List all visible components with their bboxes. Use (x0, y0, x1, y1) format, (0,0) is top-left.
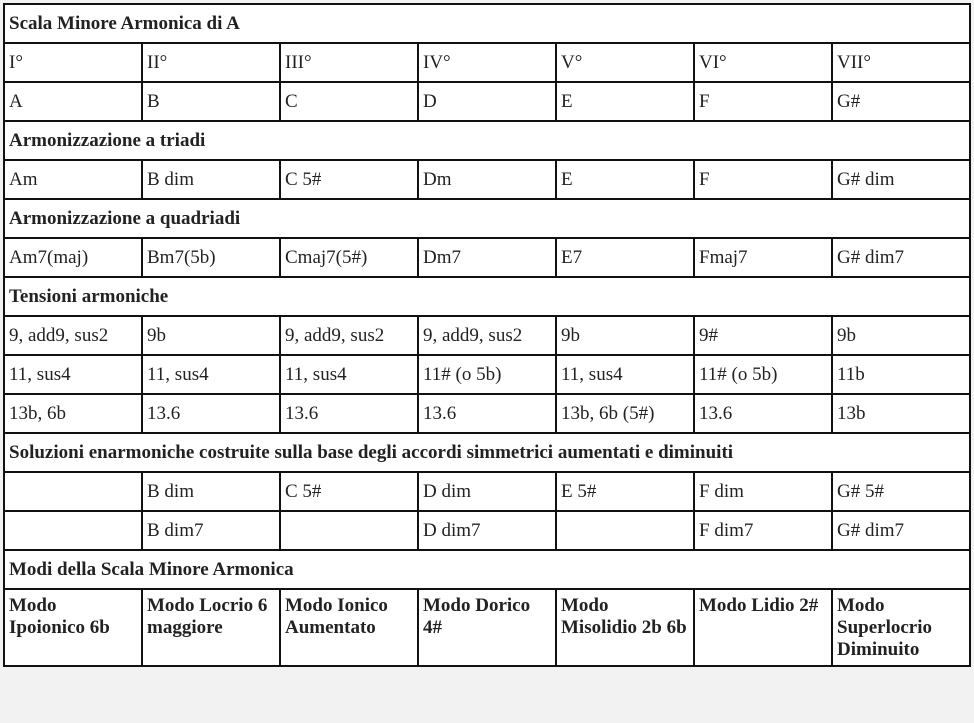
scale-table-container (3, 3, 971, 667)
degree-cell: VII° (832, 43, 970, 82)
mode-cell: Modo Lidio 2# (694, 589, 832, 666)
tensions-row-9 (4, 316, 970, 355)
enharmonic-row-sevenths (4, 511, 970, 550)
chord-cell: Bm7(5b) (142, 238, 280, 277)
note-cell: G# (832, 82, 970, 121)
chord-cell: Dm7 (418, 238, 556, 277)
tension-cell: 13b, 6b (4, 394, 142, 433)
enharmonic-row-triads (4, 472, 970, 511)
chord-cell: G# dim (832, 160, 970, 199)
note-cell: C (280, 82, 418, 121)
enharmonic-cell: F dim (694, 472, 832, 511)
harmonic-minor-table (3, 3, 971, 667)
tension-cell: 11, sus4 (280, 355, 418, 394)
notes-row (4, 82, 970, 121)
chord-cell: Fmaj7 (694, 238, 832, 277)
enharmonic-cell: E 5# (556, 472, 694, 511)
tension-cell: 13b (832, 394, 970, 433)
enharmonic-cell (280, 511, 418, 550)
enharmonic-cell: G# 5# (832, 472, 970, 511)
mode-cell: Modo Ipoionico 6b (4, 589, 142, 666)
chord-cell: Am7(maj) (4, 238, 142, 277)
degrees-row (4, 43, 970, 82)
tensions-row-13 (4, 394, 970, 433)
mode-cell: Modo Misolidio 2b 6b (556, 589, 694, 666)
mode-cell: Modo Superlocrio Diminuito (832, 589, 970, 666)
mode-cell: Modo Ionico Aumentato (280, 589, 418, 666)
tension-cell: 13.6 (280, 394, 418, 433)
triads-heading-row (4, 121, 970, 160)
chord-cell: E (556, 160, 694, 199)
section-heading-tetrads: Armonizzazione a quadriadi (4, 199, 970, 238)
enharmonic-cell: G# dim7 (832, 511, 970, 550)
section-heading-triads: Armonizzazione a triadi (4, 121, 970, 160)
tension-cell: 9b (832, 316, 970, 355)
note-cell: A (4, 82, 142, 121)
degree-cell: III° (280, 43, 418, 82)
enharmonic-cell: F dim7 (694, 511, 832, 550)
enharmonic-heading-row (4, 433, 970, 472)
table-title: Scala Minore Armonica di A (4, 4, 970, 43)
mode-cell: Modo Locrio 6 maggiore (142, 589, 280, 666)
chord-cell: E7 (556, 238, 694, 277)
chord-cell: Cmaj7(5#) (280, 238, 418, 277)
modes-row (4, 589, 970, 666)
tetrads-heading-row (4, 199, 970, 238)
tension-cell: 11# (o 5b) (418, 355, 556, 394)
degree-cell: V° (556, 43, 694, 82)
degree-cell: VI° (694, 43, 832, 82)
tension-cell: 9# (694, 316, 832, 355)
tension-cell: 13.6 (694, 394, 832, 433)
section-heading-tensions: Tensioni armoniche (4, 277, 970, 316)
tension-cell: 13.6 (418, 394, 556, 433)
modes-heading-row (4, 550, 970, 589)
tension-cell: 9b (556, 316, 694, 355)
tension-cell: 9, add9, sus2 (280, 316, 418, 355)
chord-cell: Am (4, 160, 142, 199)
tension-cell: 11b (832, 355, 970, 394)
enharmonic-cell: C 5# (280, 472, 418, 511)
enharmonic-cell: B dim7 (142, 511, 280, 550)
tension-cell: 11, sus4 (556, 355, 694, 394)
chord-cell: F (694, 160, 832, 199)
section-heading-modes: Modi della Scala Minore Armonica (4, 550, 970, 589)
mode-cell: Modo Dorico 4# (418, 589, 556, 666)
degree-cell: I° (4, 43, 142, 82)
tensions-row-11 (4, 355, 970, 394)
tension-cell: 13b, 6b (5#) (556, 394, 694, 433)
enharmonic-cell (556, 511, 694, 550)
title-row (4, 4, 970, 43)
tetrads-row (4, 238, 970, 277)
note-cell: B (142, 82, 280, 121)
enharmonic-cell: D dim7 (418, 511, 556, 550)
tension-cell: 11# (o 5b) (694, 355, 832, 394)
chord-cell: B dim (142, 160, 280, 199)
enharmonic-cell (4, 511, 142, 550)
tension-cell: 11, sus4 (4, 355, 142, 394)
degree-cell: IV° (418, 43, 556, 82)
chord-cell: Dm (418, 160, 556, 199)
note-cell: D (418, 82, 556, 121)
tension-cell: 11, sus4 (142, 355, 280, 394)
section-heading-enharmonic: Soluzioni enarmoniche costruite sulla base degli accordi simmetrici aumentati e diminuiti (4, 433, 970, 472)
triads-row (4, 160, 970, 199)
tension-cell: 9, add9, sus2 (418, 316, 556, 355)
enharmonic-cell: D dim (418, 472, 556, 511)
note-cell: F (694, 82, 832, 121)
note-cell: E (556, 82, 694, 121)
degree-cell: II° (142, 43, 280, 82)
chord-cell: G# dim7 (832, 238, 970, 277)
tensions-heading-row (4, 277, 970, 316)
enharmonic-cell (4, 472, 142, 511)
enharmonic-cell: B dim (142, 472, 280, 511)
chord-cell: C 5# (280, 160, 418, 199)
tension-cell: 13.6 (142, 394, 280, 433)
tension-cell: 9, add9, sus2 (4, 316, 142, 355)
tension-cell: 9b (142, 316, 280, 355)
